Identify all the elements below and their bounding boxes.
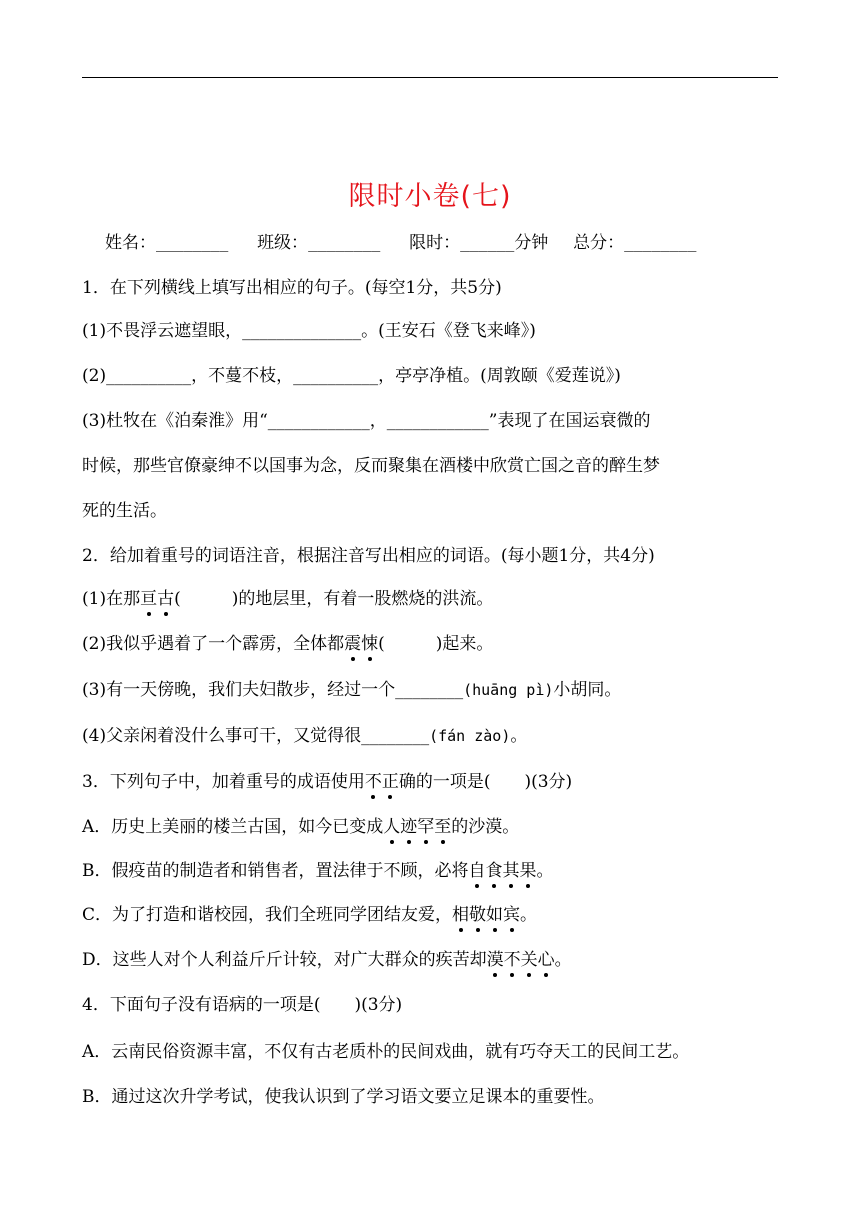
student-info-row xyxy=(105,232,696,254)
q2-stem: 2．给加着重号的词语注音，根据注音写出相应的词语。(每小题1分，共4分) xyxy=(82,546,655,566)
name-blank[interactable]: ________ xyxy=(156,234,229,252)
class-blank[interactable]: ________ xyxy=(308,234,381,252)
q1-item-3-line-3: 死的生活。 xyxy=(82,501,167,521)
emphasis-char: 震 xyxy=(344,634,362,654)
q3-option-c: C．为了打造和谐校园，我们全班同学团结友爱，相敬如宾。 xyxy=(82,905,538,925)
score-label: 总分： xyxy=(573,233,625,253)
emphasis-char: 悚 xyxy=(361,634,379,654)
time-blank[interactable]: ______ xyxy=(460,234,515,252)
time-label: 限时： xyxy=(409,233,461,253)
q4-option-a: A．云南民俗资源丰富，不仅有古老质朴的民间戏曲，就有巧夺天工的民间工艺。 xyxy=(82,1042,690,1062)
q4-option-b: B．通过这次升学考试，使我认识到了学习语文要立足课本的重要性。 xyxy=(82,1087,605,1107)
emphasis-char: 正 xyxy=(381,772,399,792)
pinyin: (fán zào) xyxy=(429,727,511,745)
q3-stem: 3．下列句子中，加着重号的成语使用不正确的一项是( )(3分) xyxy=(82,772,573,792)
emphasis-char: 不 xyxy=(364,772,382,792)
q2-item-2: (2)我似乎遇着了一个霹雳，全体都震悚( )起来。 xyxy=(82,634,494,654)
header-rule xyxy=(82,77,778,78)
emphasis-char: 古 xyxy=(157,589,175,609)
score-blank[interactable]: ________ xyxy=(624,234,697,252)
q4-stem: 4．下面句子没有语病的一项是( )(3分) xyxy=(82,995,403,1015)
class-label: 班级： xyxy=(257,233,309,253)
q2-item-4: (4)父亲闲着没什么事可干，又觉得很________(fán zào)。 xyxy=(82,726,528,746)
q1-stem: 1．在下列横线上填写出相应的句子。(每空1分，共5分) xyxy=(82,278,502,298)
q3-option-a: A．历史上美丽的楼兰古国，如今已变成人迹罕至的沙漠。 xyxy=(82,817,520,837)
q3-option-d: D．这些人对个人利益斤斤计较，对广大群众的疾苦却漠不关心。 xyxy=(82,950,572,970)
q1-item-2: (2)__________，不蔓不枝，__________，亭亭净植。(周敦颐《爱莲说》) xyxy=(82,366,621,386)
name-label: 姓名： xyxy=(105,233,156,253)
page-title: 限时小卷(七) xyxy=(348,181,512,212)
q1-item-1: (1)不畏浮云遮望眼，______________。(王安石《登飞来峰》) xyxy=(82,321,536,341)
q1-item-3-line-2: 时候，那些官僚豪绅不以国事为念，反而聚集在酒楼中欣赏亡国之音的醉生梦 xyxy=(82,456,660,476)
time-unit: 分钟 xyxy=(514,233,549,253)
q2-item-1: (1)在那亘古( )的地层里，有着一股燃烧的洪流。 xyxy=(82,589,494,609)
q1-item-3-line-1: (3)杜牧在《泊秦淮》用“____________，____________”表现了在国运衰微的 xyxy=(82,411,651,431)
q3-option-b: B．假疫苗的制造者和销售者，置法律于不顾，必将自食其果。 xyxy=(82,861,554,881)
emphasis-char: 亘 xyxy=(140,589,158,609)
pinyin: (huāng pì) xyxy=(463,681,554,699)
q2-item-3: (3)有一天傍晚，我们夫妇散步，经过一个________(huāng pì)小胡同。 xyxy=(82,680,622,700)
